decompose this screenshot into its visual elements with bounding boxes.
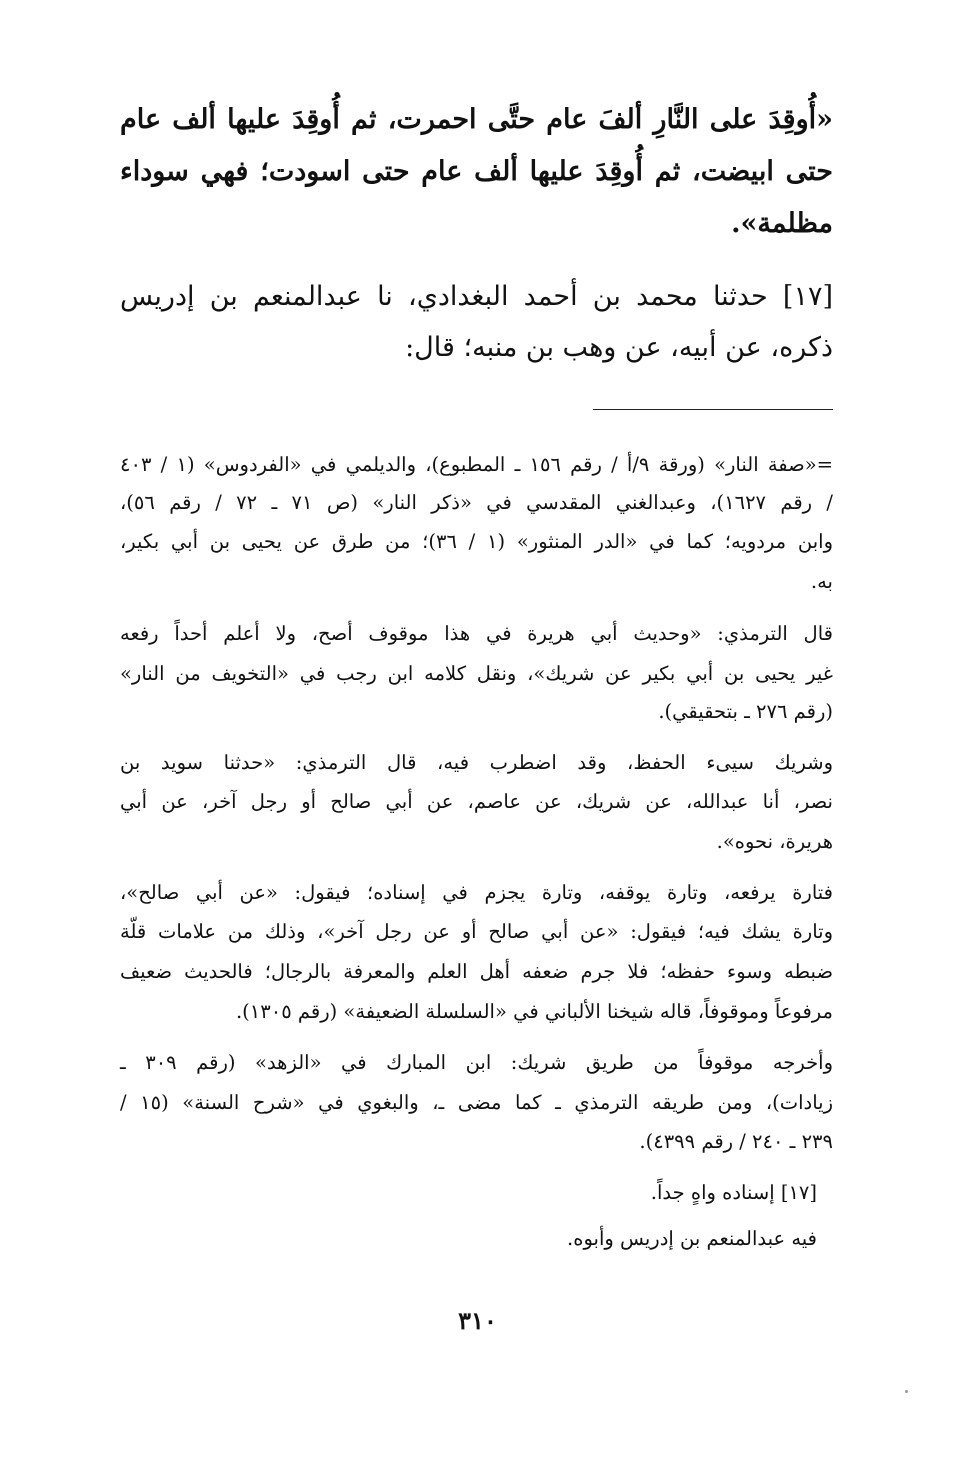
footnote-p5-line-3: ٢٣٩ ـ ٢٤٠ / رقم ٤٣٩٩).: [639, 1130, 833, 1153]
footnote-p1-line-4: به.: [810, 570, 833, 593]
footnote-divider: [593, 409, 833, 410]
hadith-17-line-2: ذكره، عن أبيه، عن وهب بن منبه؛ قال:: [405, 332, 833, 363]
footnote-p1-line-2: / رقم ١٦٢٧)، وعبدالغني المقدسي في «ذكر النار» (ص ٧١ ـ ٧٢ / رقم ٥٦)،: [120, 491, 833, 514]
footnote-p3-line-1: وشريك سيىء الحفظ، وقد اضطرب فيه، قال الترمذي: «حدثنا سويد بن: [120, 751, 833, 774]
footnote-p4-line-1: فتارة يرفعه، وتارة يوقفه، وتارة يجزم في إسناده؛ فيقول: «عن أبي صالح»،: [120, 881, 833, 904]
scan-speck: [905, 1390, 908, 1393]
footnote-p4-line-4: مرفوعاً وموقوفاً، قاله شيخنا الألباني في «السلسلة الضعيفة» (رقم ١٣٠٥).: [235, 1000, 833, 1023]
footnote-17-text: فيه عبدالمنعم بن إدريس وأبوه.: [567, 1227, 817, 1250]
hadith-17-line-1: [١٧] حدثنا محمد بن أحمد البغدادي، نا عبدالمنعم بن إدريس: [120, 281, 833, 312]
footnote-p5-line-1: وأخرجه موقوفاً من طريق شريك: ابن المبارك في «الزهد» (رقم ٣٠٩ ـ: [120, 1051, 833, 1074]
page-number: ٣١٠: [458, 1306, 497, 1335]
footnote-p2-line-2: غير يحيى بن أبي بكير عن شريك»، ونقل كلامه ابن رجب في «التخويف من النار»: [120, 662, 833, 685]
quote-line-3: مظلمة».: [731, 208, 833, 239]
footnote-p5-line-2: زيادات)، ومن طريقه الترمذي ـ كما مضى ـ، والبغوي في «شرح السنة» (١٥ /: [120, 1091, 833, 1114]
footnote-p1-line-3: وابن مردويه؛ كما في «الدر المنثور» (١ / ٣٦)؛ من طرق عن يحيى بن أبي بكير،: [120, 530, 833, 553]
footnote-p3-line-3: هريرة، نحوه».: [716, 830, 833, 853]
footnote-p2-line-3: (رقم ٢٧٦ ـ بتحقيقي).: [658, 700, 833, 723]
footnote-p4-line-3: ضبطه وسوء حفظه؛ فلا جرم ضعفه أهل العلم والمعرفة بالرجال؛ فالحديث ضعيف: [120, 960, 833, 983]
quote-line-2: حتى ابيضت، ثم أُوقِدَ عليها ألف عام حتى اسودت؛ فهي سوداء: [120, 156, 833, 187]
quote-line-1: «أُوقِدَ على النَّارِ ألفَ عام حتَّى احمرت، ثم أُوقِدَ عليها ألف عام: [120, 104, 833, 135]
footnote-p2-line-1: قال الترمذي: «وحديث أبي هريرة في هذا موقوف أصح، ولا أعلم أحداً رفعه: [120, 622, 833, 645]
footnote-p3-line-2: نصر، أنا عبدالله، عن شريك، عن عاصم، عن أبي صالح أو رجل آخر، عن أبي: [120, 790, 833, 813]
footnote-17-heading: [١٧] إسناده واهٍ جداً.: [650, 1181, 817, 1204]
footnote-p4-line-2: وتارة يشك فيه؛ فيقول: «عن أبي صالح أو عن رجل آخر»، وذلك من علامات قلّة: [120, 920, 833, 943]
footnote-p1-line-1: =«صفة النار» (ورقة ٩/أ / رقم ١٥٦ ـ المطبوع)، والديلمي في «الفردوس» (١ / ٤٠٣: [120, 453, 833, 476]
